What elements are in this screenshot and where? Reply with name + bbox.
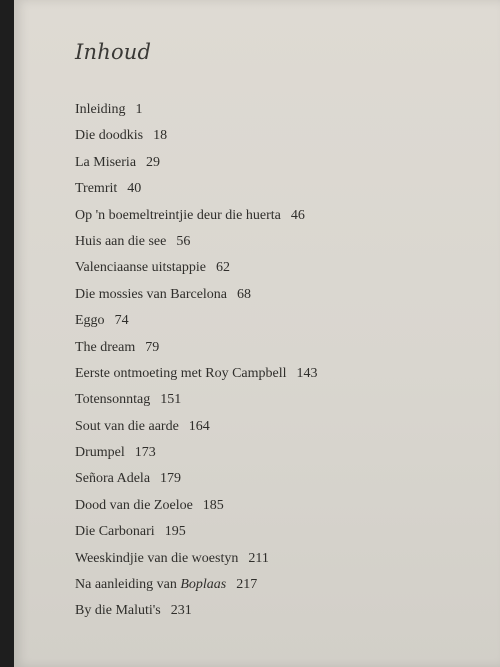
entry-page-number: 151 [160, 392, 182, 408]
entry-title: Eerste ontmoeting met Roy Campbell [75, 365, 287, 381]
entry-title: Totensonntag [75, 392, 151, 408]
entry-title: Weeskindjie van die woestyn [75, 550, 239, 566]
entry-page-number: 1 [135, 102, 143, 117]
entry-page-number: 179 [160, 471, 182, 487]
entry-page-number: 74 [114, 313, 129, 329]
toc-entry [75, 229, 318, 255]
entry-title: La Miseria [75, 154, 137, 170]
entry-page-number: 18 [153, 128, 168, 144]
entry-title: Die Carbonari [75, 524, 155, 540]
table-of-contents [75, 97, 318, 625]
entry-title-italic: Boplaas [180, 577, 227, 593]
book-page [14, 0, 500, 667]
toc-entry [75, 493, 318, 519]
entry-page-number: 143 [296, 365, 318, 381]
toc-entry [75, 414, 318, 440]
toc-entry [75, 387, 318, 413]
entry-page-number: 185 [202, 497, 224, 513]
toc-entry [75, 255, 318, 281]
entry-title: Señora Adela [75, 471, 151, 487]
toc-entry [75, 282, 318, 308]
toc-entry [75, 203, 318, 229]
entry-title: Drumpel [75, 445, 125, 461]
entry-page-number: 79 [145, 339, 160, 355]
entry-page-number: 68 [237, 286, 252, 302]
entry-page-number: 40 [127, 181, 142, 197]
entry-page-number: 164 [188, 418, 210, 434]
entry-page-number: 231 [170, 603, 192, 619]
entry-page-number: 211 [248, 550, 269, 566]
toc-entry [75, 519, 318, 545]
toc-entry [75, 572, 318, 598]
toc-entry [75, 335, 318, 361]
entry-title: Inleiding [75, 102, 126, 117]
toc-entry [75, 308, 318, 334]
entry-title: Dood van die Zoeloe [75, 497, 193, 513]
entry-page-number: 62 [216, 260, 231, 276]
toc-entry [75, 97, 318, 123]
entry-page-number: 56 [176, 233, 191, 249]
entry-title: Eggo [75, 313, 105, 329]
entry-title: Huis aan die see [75, 233, 167, 249]
toc-entry [75, 176, 318, 202]
toc-entry [75, 466, 318, 492]
entry-title: Na aanleiding van [75, 577, 181, 593]
toc-entry [75, 546, 318, 572]
entry-title: The dream [75, 339, 136, 355]
entry-page-number: 173 [134, 445, 156, 461]
toc-entry [75, 598, 318, 624]
entry-title: Die mossies van Barcelona [75, 286, 228, 302]
toc-entry [75, 440, 318, 466]
entry-page-number: 195 [164, 524, 186, 540]
entry-title: Die doodkis [75, 128, 144, 144]
entry-title: Op 'n boemeltreintjie deur die huerta [75, 207, 281, 223]
entry-title: Tremrit [75, 181, 118, 197]
toc-entry [75, 123, 318, 149]
contents-heading: Inhoud [75, 40, 152, 64]
toc-entry [75, 150, 318, 176]
entry-page-number: 29 [146, 154, 161, 170]
entry-page-number: 46 [290, 207, 305, 223]
entry-title: By die Maluti's [75, 603, 161, 619]
entry-title: Sout van die aarde [75, 418, 179, 434]
toc-entry [75, 361, 318, 387]
entry-title: Valenciaanse uitstappie [75, 260, 207, 276]
entry-page-number: 217 [236, 577, 258, 593]
